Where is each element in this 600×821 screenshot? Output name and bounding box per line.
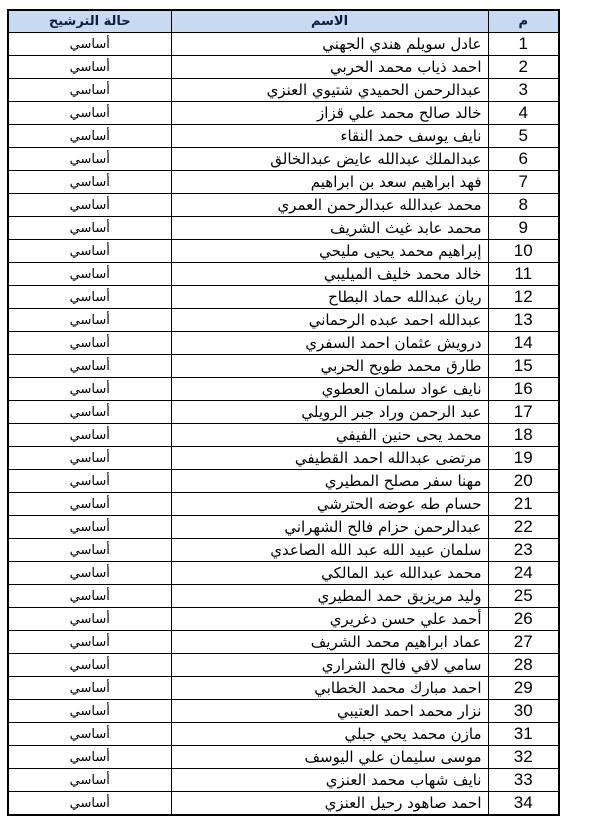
number-cell: 8 bbox=[488, 194, 559, 217]
number-cell: 6 bbox=[488, 148, 559, 171]
number-cell: 17 bbox=[488, 401, 559, 424]
table-row bbox=[8, 33, 559, 56]
name-cell: احمد مبارك محمد الخطابي bbox=[171, 677, 488, 700]
name-cell: خالد محمد خليف الميليبي bbox=[171, 263, 488, 286]
number-cell: 5 bbox=[488, 125, 559, 148]
status-cell: أساسي bbox=[8, 148, 171, 171]
status-cell: أساسي bbox=[8, 424, 171, 447]
number-cell: 20 bbox=[488, 470, 559, 493]
name-cell: عبدالله احمد عبده الرحماني bbox=[171, 309, 488, 332]
status-cell: أساسي bbox=[8, 401, 171, 424]
name-cell: حسام طه عوضه الحترشي bbox=[171, 493, 488, 516]
status-cell: أساسي bbox=[8, 286, 171, 309]
number-cell: 24 bbox=[488, 562, 559, 585]
status-cell: أساسي bbox=[8, 677, 171, 700]
name-cell: نايف عواد سلمان العطوي bbox=[171, 378, 488, 401]
status-cell: أساسي bbox=[8, 171, 171, 194]
status-cell: أساسي bbox=[8, 102, 171, 125]
table-row bbox=[8, 700, 559, 723]
table-row bbox=[8, 309, 559, 332]
table-row bbox=[8, 378, 559, 401]
number-cell: 30 bbox=[488, 700, 559, 723]
table-row bbox=[8, 125, 559, 148]
candidates-sheet bbox=[7, 9, 558, 816]
number-cell: 18 bbox=[488, 424, 559, 447]
status-cell: أساسي bbox=[8, 539, 171, 562]
table-row bbox=[8, 746, 559, 769]
table-row bbox=[8, 286, 559, 309]
status-cell: أساسي bbox=[8, 493, 171, 516]
number-cell: 23 bbox=[488, 539, 559, 562]
table-row bbox=[8, 654, 559, 677]
name-cell: عماد ابراهيم محمد الشريف bbox=[171, 631, 488, 654]
number-cell: 15 bbox=[488, 355, 559, 378]
number-cell: 1 bbox=[488, 33, 559, 56]
status-cell: أساسي bbox=[8, 792, 171, 816]
table-row bbox=[8, 631, 559, 654]
status-cell: أساسي bbox=[8, 240, 171, 263]
name-cell: إبراهيم محمد يحيى مليحي bbox=[171, 240, 488, 263]
table-row bbox=[8, 171, 559, 194]
status-cell: أساسي bbox=[8, 56, 171, 79]
status-cell: أساسي bbox=[8, 447, 171, 470]
name-cell: مازن محمد يحي جبلي bbox=[171, 723, 488, 746]
number-cell: 29 bbox=[488, 677, 559, 700]
status-cell: أساسي bbox=[8, 470, 171, 493]
name-cell: درويش عثمان احمد السفري bbox=[171, 332, 488, 355]
status-cell: أساسي bbox=[8, 194, 171, 217]
number-cell: 34 bbox=[488, 792, 559, 816]
status-cell: أساسي bbox=[8, 309, 171, 332]
name-cell: عادل سويلم هندي الجهني bbox=[171, 33, 488, 56]
number-cell: 10 bbox=[488, 240, 559, 263]
status-cell: أساسي bbox=[8, 332, 171, 355]
number-cell: 19 bbox=[488, 447, 559, 470]
number-cell: 33 bbox=[488, 769, 559, 792]
status-cell: أساسي bbox=[8, 631, 171, 654]
number-cell: 22 bbox=[488, 516, 559, 539]
table-row bbox=[8, 148, 559, 171]
number-cell: 2 bbox=[488, 56, 559, 79]
name-cell: مرتضى عبدالله احمد القطيفي bbox=[171, 447, 488, 470]
status-cell: أساسي bbox=[8, 33, 171, 56]
number-cell: 9 bbox=[488, 217, 559, 240]
header-name: الاسم bbox=[171, 10, 488, 33]
number-cell: 31 bbox=[488, 723, 559, 746]
header-number: م bbox=[488, 10, 559, 33]
table-row bbox=[8, 263, 559, 286]
name-cell: محمد عبدالله عبد المالكي bbox=[171, 562, 488, 585]
status-cell: أساسي bbox=[8, 700, 171, 723]
status-cell: أساسي bbox=[8, 516, 171, 539]
name-cell: سلمان عبيد الله عبد الله الصاعدي bbox=[171, 539, 488, 562]
name-cell: موسى سليمان علي اليوسف bbox=[171, 746, 488, 769]
table-row bbox=[8, 401, 559, 424]
status-cell: أساسي bbox=[8, 562, 171, 585]
table-row bbox=[8, 79, 559, 102]
name-cell: خالد صالح محمد علي قزاز bbox=[171, 102, 488, 125]
status-cell: أساسي bbox=[8, 355, 171, 378]
table-row bbox=[8, 677, 559, 700]
number-cell: 3 bbox=[488, 79, 559, 102]
name-cell: عبدالرحمن حزام فالح الشهراني bbox=[171, 516, 488, 539]
table-row bbox=[8, 424, 559, 447]
status-cell: أساسي bbox=[8, 654, 171, 677]
table-row bbox=[8, 470, 559, 493]
number-cell: 12 bbox=[488, 286, 559, 309]
name-cell: نايف شهاب محمد العنزي bbox=[171, 769, 488, 792]
number-cell: 32 bbox=[488, 746, 559, 769]
number-cell: 14 bbox=[488, 332, 559, 355]
table-header bbox=[8, 10, 559, 33]
table-row bbox=[8, 56, 559, 79]
number-cell: 28 bbox=[488, 654, 559, 677]
name-cell: احمد ذياب محمد الحربي bbox=[171, 56, 488, 79]
status-cell: أساسي bbox=[8, 769, 171, 792]
table-row bbox=[8, 194, 559, 217]
status-cell: أساسي bbox=[8, 125, 171, 148]
table-row bbox=[8, 240, 559, 263]
table-row bbox=[8, 102, 559, 125]
number-cell: 21 bbox=[488, 493, 559, 516]
table-row bbox=[8, 516, 559, 539]
table-row bbox=[8, 447, 559, 470]
name-cell: ريان عبدالله حماد البطاح bbox=[171, 286, 488, 309]
number-cell: 27 bbox=[488, 631, 559, 654]
table-row bbox=[8, 217, 559, 240]
table-body bbox=[8, 33, 559, 816]
name-cell: فهد ابراهيم سعد بن ابراهيم bbox=[171, 171, 488, 194]
table-row bbox=[8, 332, 559, 355]
number-cell: 7 bbox=[488, 171, 559, 194]
candidates-table bbox=[7, 9, 560, 816]
name-cell: وليد مريزيق حمد المطيري bbox=[171, 585, 488, 608]
status-cell: أساسي bbox=[8, 217, 171, 240]
number-cell: 26 bbox=[488, 608, 559, 631]
status-cell: أساسي bbox=[8, 378, 171, 401]
name-cell: عبدالملك عبدالله عايض عبدالخالق bbox=[171, 148, 488, 171]
table-row bbox=[8, 493, 559, 516]
table-row bbox=[8, 723, 559, 746]
number-cell: 13 bbox=[488, 309, 559, 332]
name-cell: نايف يوسف حمد النقاء bbox=[171, 125, 488, 148]
table-row bbox=[8, 355, 559, 378]
name-cell: محمد عابد غيث الشريف bbox=[171, 217, 488, 240]
table-row bbox=[8, 608, 559, 631]
name-cell: أحمد علي حسن دغريري bbox=[171, 608, 488, 631]
name-cell: محمد عبدالله عبدالرحمن العمري bbox=[171, 194, 488, 217]
status-cell: أساسي bbox=[8, 585, 171, 608]
status-cell: أساسي bbox=[8, 723, 171, 746]
table-row bbox=[8, 585, 559, 608]
name-cell: عبدالرحمن الحميدي شتيوي العنزي bbox=[171, 79, 488, 102]
status-cell: أساسي bbox=[8, 608, 171, 631]
name-cell: عبد الرحمن وراد جبر الرويلي bbox=[171, 401, 488, 424]
status-cell: أساسي bbox=[8, 746, 171, 769]
number-cell: 11 bbox=[488, 263, 559, 286]
table-row bbox=[8, 769, 559, 792]
number-cell: 25 bbox=[488, 585, 559, 608]
number-cell: 4 bbox=[488, 102, 559, 125]
status-cell: أساسي bbox=[8, 79, 171, 102]
header-row bbox=[8, 10, 559, 33]
table-row bbox=[8, 562, 559, 585]
header-status: حالة الترشيح bbox=[8, 10, 171, 33]
name-cell: مهنا سفر مصلح المطيري bbox=[171, 470, 488, 493]
name-cell: سامي لافي فالح الشراري bbox=[171, 654, 488, 677]
name-cell: نزار محمد احمد العتيبي bbox=[171, 700, 488, 723]
name-cell: محمد يحى حنين الفيفي bbox=[171, 424, 488, 447]
status-cell: أساسي bbox=[8, 263, 171, 286]
table-row bbox=[8, 539, 559, 562]
number-cell: 16 bbox=[488, 378, 559, 401]
table-row bbox=[8, 792, 559, 816]
name-cell: طارق محمد طويح الحربي bbox=[171, 355, 488, 378]
name-cell: احمد صاهود رحيل العنزي bbox=[171, 792, 488, 816]
